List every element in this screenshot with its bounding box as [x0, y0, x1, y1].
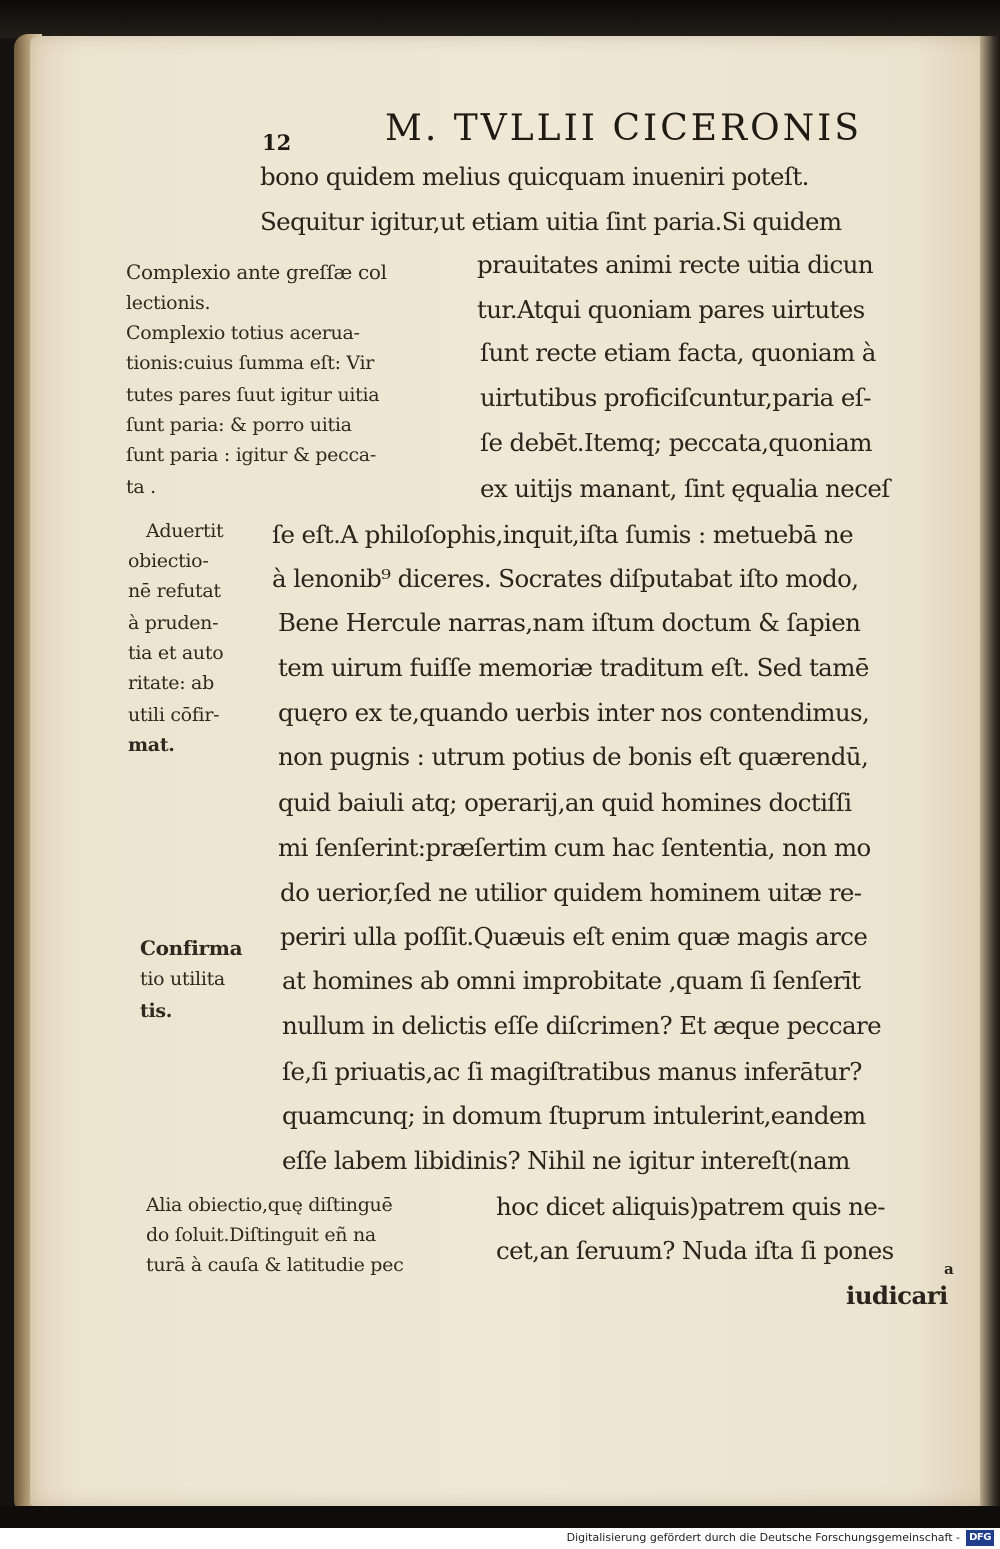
margin-line: tio utilita: [140, 968, 225, 990]
text-line: ſe eſt.A philoſophis,inquit,iſta ſumis : metuebā ne: [272, 520, 854, 549]
text-line: ſunt recte etiam facta, quoniam à: [480, 338, 876, 367]
margin-line: tutes pares ſuut igitur uitia: [126, 384, 380, 406]
margin-line: Complexio totius acerua-: [126, 322, 360, 344]
signature-mark: a: [944, 1260, 954, 1278]
margin-line: utili cōfir-: [128, 704, 220, 726]
text-line: periri ulla poſſit.Quæuis eſt enim quæ magis arce: [280, 922, 868, 951]
margin-line: tionis:cuius ſumma eſt: Vir: [126, 352, 375, 374]
margin-line: à pruden-: [128, 612, 219, 634]
text-line: bono quidem melius quicquam inueniri poteſt.: [260, 162, 809, 191]
text-line: eſſe labem libidinis? Nihil ne igitur intereſt(nam: [282, 1146, 850, 1175]
margin-line: lectionis.: [126, 292, 211, 314]
scan-bottom-border: [0, 1506, 1000, 1528]
text-line: ſe debēt.Itemq; peccata,quoniam: [480, 428, 872, 457]
text-line: Bene Hercule narras,nam iſtum doctum & ſapien: [278, 608, 861, 637]
margin-line: tis.: [140, 1000, 173, 1022]
text-line: quid baiuli atq; operarij,an quid homines doctiſſi: [278, 788, 852, 817]
text-line: ſe,ſi priuatis,ac ſi magiſtratibus manus inferātur?: [282, 1057, 862, 1086]
text-line: at homines ab omni improbitate ,quam ſi ſenſerīt: [282, 966, 861, 995]
text-line: Sequitur igitur,ut etiam uitia ſint paria.Si quidem: [260, 207, 842, 236]
text-line: quamcunq; in domum ſtuprum intulerint,eandem: [282, 1101, 866, 1130]
text-line: uirtutibus proficiſcuntur,paria eſ-: [480, 383, 871, 412]
text-line: non pugnis : utrum potius de bonis eſt quærendū,: [278, 742, 869, 771]
margin-line: Complexio ante greſſæ col: [126, 260, 387, 284]
scan-top-border: [0, 0, 1000, 38]
margin-line: obiectio-: [128, 550, 209, 572]
margin-line: do ſoluit.Diſtinguit eñ na: [146, 1224, 376, 1246]
text-line: hoc dicet aliquis)patrem quis ne-: [496, 1192, 885, 1221]
margin-line: ſunt paria : igitur & pecca-: [126, 444, 376, 466]
catchword: iudicari: [846, 1281, 948, 1310]
text-line: ex uitijs manant, ſint ęqualia neceſ: [480, 474, 890, 503]
margin-line: Confirma: [140, 936, 243, 960]
margin-line: tia et auto: [128, 642, 224, 664]
footer-credit: Digitalisierung gefördert durch die Deutsche Forschungsgemeinschaft -: [566, 1531, 960, 1544]
running-head: M. TVLLII CICERONIS: [385, 108, 863, 149]
text-line: tur.Atqui quoniam pares uirtutes: [477, 295, 865, 324]
dfg-logo-icon: DFG: [966, 1530, 994, 1546]
text-line: à lenonib⁹ diceres. Socrates diſputabat iſto modo,: [272, 564, 859, 593]
text-line: nullum in delictis eſſe diſcrimen? Et æque peccare: [282, 1011, 881, 1040]
margin-line: Aduertit: [146, 520, 224, 542]
text-line: quęro ex te,quando uerbis inter nos contendimus,: [278, 698, 870, 727]
margin-line: Alia obiectio,quę diſtinguē: [146, 1194, 393, 1216]
text-line: prauitates animi recte uitia dicun: [477, 250, 874, 279]
margin-line: nē refutat: [128, 580, 221, 602]
text-line: mi ſenſerint:præſertim cum hac ſententia, non mo: [278, 833, 871, 862]
text-line: cet,an ſeruum? Nuda iſta ſi pones: [496, 1236, 894, 1265]
margin-line: ritate: ab: [128, 672, 214, 694]
gutter-shadow: [980, 36, 1000, 1506]
margin-line: mat.: [128, 734, 175, 756]
margin-line: ſunt paria: & porro uitia: [126, 414, 352, 436]
margin-line: ta .: [126, 476, 156, 498]
margin-line: turā à cauſa & latitudie pec: [146, 1254, 404, 1276]
text-line: tem uirum fuiſſe memoriæ traditum eſt. Sed tamē: [278, 653, 869, 682]
text-line: do uerior,ſed ne utilior quidem hominem uitæ re-: [280, 878, 862, 907]
page-number: 12: [262, 130, 292, 155]
